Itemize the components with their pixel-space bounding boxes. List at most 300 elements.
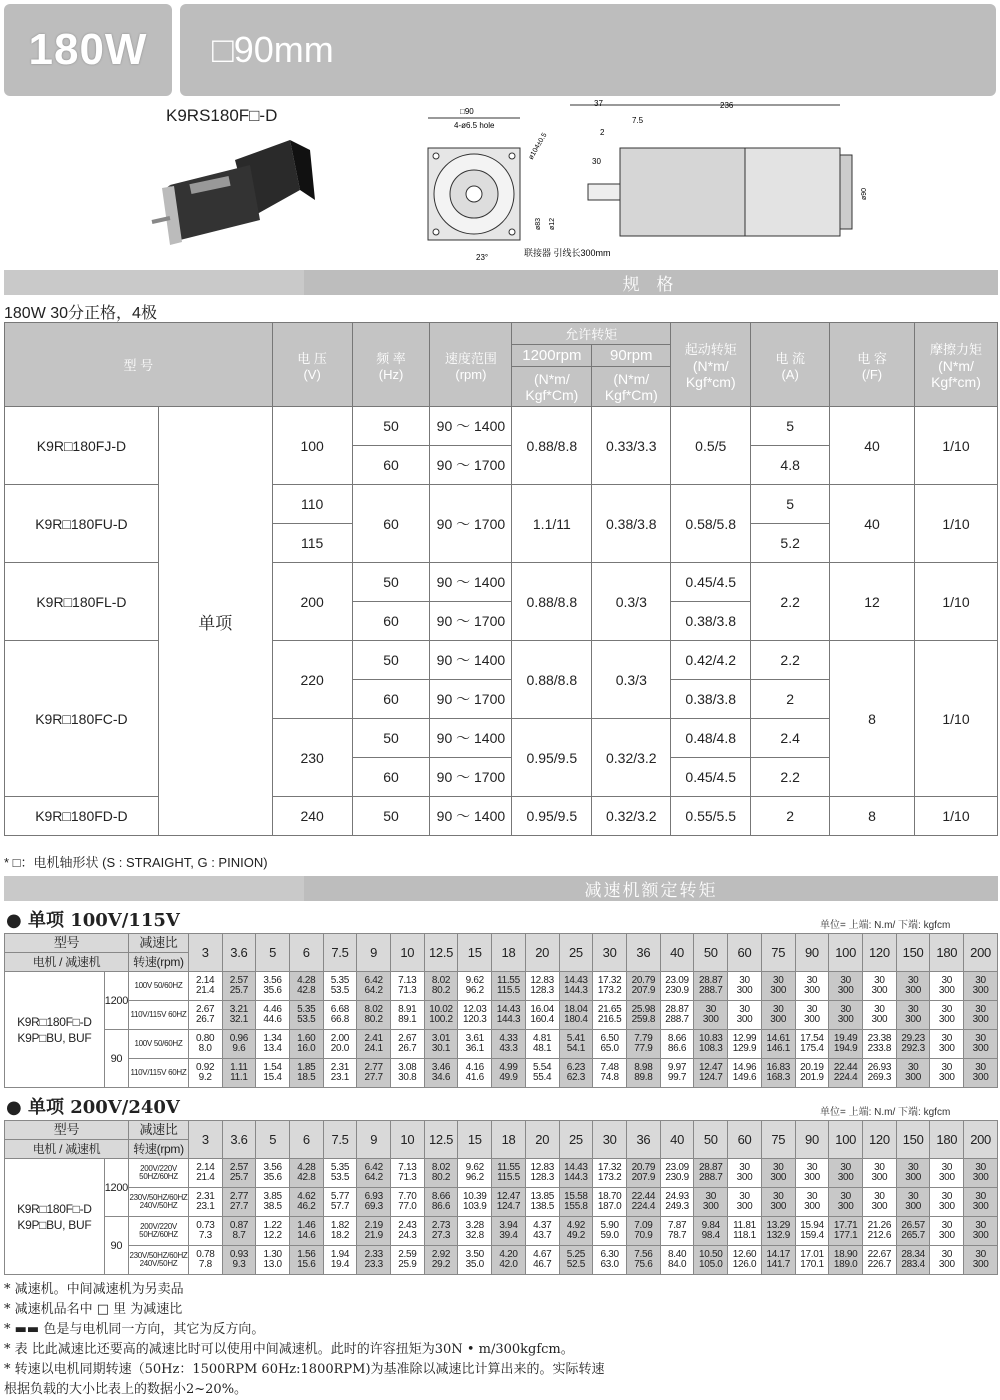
torque-cell (964, 1159, 998, 1188)
torque-kgf: 207.9 (631, 1172, 656, 1183)
fl-voltage: 200 (272, 563, 352, 641)
spec-table (4, 322, 998, 836)
t2-unit: 单位= 上端: N.m/ 下端: kgfcm (820, 1107, 951, 1118)
dim-236-label: 236 (720, 101, 734, 110)
torque-cell (492, 1159, 526, 1188)
fu-voltage2: 115 (272, 524, 352, 563)
torque-kgf: 15.6 (297, 1259, 316, 1270)
torque-cell (694, 1059, 728, 1088)
torque-nm: 30 (941, 975, 953, 986)
torque-cell (424, 1001, 458, 1030)
ratio-header: 9 (357, 1121, 391, 1159)
torque-nm: 30 (806, 975, 818, 986)
fl-friction: 1/10 (914, 563, 997, 641)
torque-nm: 30 (705, 1004, 717, 1015)
fc-t1200b: 0.95/9.5 (512, 719, 592, 797)
torque-cell (290, 1188, 324, 1217)
torque-cell (458, 1030, 492, 1059)
torque-kgf: 300 (804, 985, 820, 996)
fu-t90: 0.38/3.8 (592, 485, 671, 563)
torque-cell (829, 1059, 863, 1088)
torque-cell (458, 1159, 492, 1188)
torque-cell (626, 1059, 660, 1088)
torque-cell (559, 1159, 593, 1188)
torque-nm: 17.54 (800, 1033, 824, 1044)
torque-nm: 14.43 (564, 1162, 588, 1173)
ratio-header: 100 (829, 934, 863, 972)
torque-cell (492, 1030, 526, 1059)
torque-cell (626, 1001, 660, 1030)
torque-nm: 0.80 (196, 1033, 215, 1044)
torque-kgf: 187.0 (597, 1201, 622, 1212)
torque-cell (188, 972, 222, 1001)
torque-kgf: 38.5 (263, 1201, 282, 1212)
ratio-header: 6 (289, 934, 323, 972)
torque-nm: 8.40 (667, 1249, 687, 1260)
torque-kgf: 300 (736, 1201, 753, 1212)
torque-kgf: 30.1 (431, 1043, 451, 1054)
torque-kgf: 36.1 (465, 1043, 484, 1054)
torque-nm: 30 (907, 1191, 919, 1202)
torque-kgf: 300 (804, 1172, 820, 1183)
torque-cell (458, 1188, 492, 1217)
torque-kgf: 300 (871, 1014, 888, 1025)
torque-nm: 2.77 (364, 1062, 383, 1073)
torque-nm: 30 (975, 1191, 986, 1202)
fd-start: 0.55/5.5 (671, 797, 751, 836)
torque-kgf: 180.4 (564, 1014, 588, 1025)
torque-nm: 11.55 (497, 975, 520, 986)
torque-kgf: 29.2 (431, 1259, 451, 1270)
ratio-header: 18 (492, 934, 526, 972)
condition-cell: 230V/50HZ/60HZ 240V/50HZ (129, 1188, 189, 1217)
torque-nm: 30 (739, 1162, 750, 1173)
torque-kgf: 115.5 (497, 985, 520, 996)
ratio-header: 10 (391, 1121, 425, 1159)
torque-nm: 2.14 (196, 975, 215, 986)
fd-freq: 50 (352, 797, 430, 836)
ratio-header: 180 (930, 1121, 964, 1159)
torque-cell (761, 1159, 795, 1188)
torque-kgf: 19.4 (330, 1259, 350, 1270)
note-line: * 表 比此减速比还要高的减速比时可以使用中间减速机。此时的许容扭矩为30N • m/300kgfcm。 (4, 1342, 574, 1357)
ratio-header: 20 (525, 1121, 559, 1159)
torque-nm: 12.83 (530, 1162, 554, 1173)
torque-cell (222, 1001, 256, 1030)
ratio-header: 50 (694, 934, 728, 972)
torque-nm: 6.68 (330, 1004, 350, 1015)
torque-cell (964, 1188, 998, 1217)
torque-cell (424, 1217, 458, 1246)
torque-cell (863, 972, 897, 1001)
torque-cell (323, 1030, 357, 1059)
torque-cell (930, 1030, 964, 1059)
h-friction-unit: (N*m/ Kgf*cm) (931, 358, 981, 390)
torque-cell (694, 1001, 728, 1030)
torque-nm: 5.35 (297, 1004, 316, 1015)
torque-nm: 6.42 (364, 975, 383, 986)
note-line: 根据负载的大小比表上的数据小2~20%。 (4, 1382, 248, 1397)
ratio-header: 180 (930, 934, 964, 972)
torque-cell (896, 1059, 930, 1088)
torque-cell (357, 1217, 391, 1246)
torque-nm: 28.87 (699, 1162, 723, 1173)
torque-kgf: 57.7 (330, 1201, 350, 1212)
torque-kgf: 105.0 (699, 1259, 723, 1270)
torque-kgf: 74.8 (600, 1072, 619, 1083)
torque-kgf: 144.3 (564, 985, 588, 996)
torque-cell (222, 1159, 256, 1188)
torque-nm: 30 (907, 975, 919, 986)
fj-speed1: 90 ～ 1400 (430, 407, 512, 446)
torque-cell (189, 1217, 223, 1246)
torque-nm: 0.93 (229, 1249, 249, 1260)
torque-cell (896, 1246, 930, 1275)
torque-cell (559, 1246, 593, 1275)
spec-note: * □：电机轴形状 (S : STRAIGHT, G : PINION) (4, 855, 268, 870)
torque-cell (424, 1188, 458, 1217)
fd-current: 2 (751, 797, 830, 836)
torque-kgf: 300 (972, 1201, 989, 1212)
fl-freq1: 50 (352, 563, 430, 602)
torque-kgf: 144.3 (496, 1014, 521, 1025)
torque-cell (189, 1159, 223, 1188)
torque-kgf: 300 (804, 1014, 820, 1025)
torque-nm: 8.91 (398, 1004, 417, 1015)
torque-cell (896, 972, 930, 1001)
torque-nm: 4.81 (533, 1033, 552, 1044)
torque-kgf: 288.7 (665, 1014, 689, 1025)
torque-nm: 4.92 (566, 1220, 586, 1231)
torque-nm: 12.47 (496, 1191, 521, 1202)
torque-nm: 18.04 (564, 1004, 588, 1015)
ratio-header: 9 (357, 934, 391, 972)
torque-kgf: 23.1 (196, 1201, 215, 1212)
torque-cell (289, 972, 323, 1001)
h-cap-unit: (/F) (861, 366, 883, 382)
torque-cell (761, 972, 795, 1001)
torque-cell (424, 1246, 458, 1275)
torque-nm: 12.99 (732, 1033, 757, 1044)
torque-kgf: 21.4 (196, 1172, 215, 1183)
angle-label: 23° (476, 253, 489, 262)
torque-kgf: 300 (938, 1043, 955, 1054)
torque-cell (761, 1059, 795, 1088)
ratio-header: 25 (559, 934, 593, 972)
torque-kgf: 43.3 (499, 1043, 518, 1054)
torque-kgf: 128.3 (530, 985, 554, 996)
torque-kgf: 259.8 (631, 1014, 656, 1025)
torque-nm: 8.02 (364, 1004, 383, 1015)
torque-kgf: 75.6 (634, 1259, 653, 1270)
dim-7_5-label: 7.5 (632, 116, 644, 125)
torque-nm: 1.56 (297, 1249, 316, 1260)
fd-voltage: 240 (272, 797, 352, 836)
torque-cell (896, 1188, 930, 1217)
torque-kgf: 32.8 (465, 1230, 484, 1241)
torque-nm: 30 (975, 1062, 986, 1073)
torque-cell (829, 1188, 863, 1217)
torque-nm: 4.37 (533, 1220, 552, 1231)
torque-kgf: 49.2 (566, 1230, 586, 1241)
torque-cell (256, 972, 290, 1001)
torque-cell (660, 1001, 694, 1030)
torque-nm: 4.99 (499, 1062, 518, 1073)
torque-nm: 16.83 (766, 1062, 790, 1073)
torque-nm: 30 (739, 1004, 750, 1015)
torque-nm: 30 (874, 975, 885, 986)
torque-cell (357, 1059, 391, 1088)
torque-nm: 30 (840, 1004, 851, 1015)
torque-nm: 1.46 (297, 1220, 316, 1231)
torque-kgf: 71.3 (398, 985, 417, 996)
h-freq-unit: (Hz) (378, 366, 404, 382)
table-model-2: K9P□BU, BUF (17, 1030, 92, 1045)
ratio-header: 10 (390, 934, 424, 972)
torque-nm: 2.73 (431, 1220, 451, 1231)
torque-nm: 7.13 (398, 975, 417, 986)
torque-cell (863, 1001, 897, 1030)
fc-current4: 2.2 (751, 758, 830, 797)
torque-cell (728, 1059, 762, 1088)
torque-nm: 7.56 (634, 1249, 653, 1260)
torque-kgf: 118.1 (733, 1230, 756, 1241)
torque-cell (593, 1217, 627, 1246)
h-friction: 摩擦力矩 (929, 342, 982, 357)
torque-nm: 7.87 (667, 1220, 687, 1231)
fd-t1200: 0.95/9.5 (512, 797, 592, 836)
torque-cell (391, 1246, 425, 1275)
torque-cell (930, 1059, 964, 1088)
ratio-header: 36 (627, 1121, 661, 1159)
torque-kgf: 71.3 (398, 1172, 417, 1183)
dim-30-label: 30 (592, 157, 601, 166)
torque-cell (559, 972, 593, 1001)
fl-freq2: 60 (352, 602, 430, 641)
torque-nm: 2.59 (398, 1249, 417, 1260)
torque-kgf: 32.1 (229, 1014, 248, 1025)
torque-cell (188, 1059, 222, 1088)
torque-kgf: 98.4 (701, 1230, 720, 1241)
torque-nm: 21.65 (597, 1004, 622, 1015)
torque-cell (863, 1246, 897, 1275)
torque-nm: 10.50 (699, 1249, 723, 1260)
torque-cell (391, 1159, 425, 1188)
fu-current1: 5 (751, 485, 830, 524)
torque-cell (222, 972, 256, 1001)
torque-nm: 8.66 (667, 1033, 687, 1044)
torque-band (4, 876, 998, 901)
torque-kgf: 115.5 (497, 1172, 520, 1183)
power-badge: 180W (4, 4, 172, 96)
torque-nm: 30 (772, 1191, 784, 1202)
ratio-header: 30 (593, 1121, 627, 1159)
torque-cell (525, 1030, 559, 1059)
torque-cell (593, 1059, 627, 1088)
ratio-header: 7.5 (323, 1121, 357, 1159)
torque-nm: 22.67 (867, 1249, 892, 1260)
torque-nm: 1.94 (330, 1249, 350, 1260)
h-unit-1200: (N*m/ Kgf*Cm) (512, 367, 592, 407)
size-badge: □90mm (180, 4, 996, 96)
torque-kgf: 77.9 (634, 1043, 653, 1054)
torque-cell (525, 1159, 559, 1188)
h-allow: 允许转矩 (512, 323, 671, 345)
table-model-2: K9P□BU, BUF (17, 1217, 92, 1232)
torque-cell (222, 1030, 256, 1059)
torque-nm: 5.54 (533, 1062, 552, 1073)
notes (4, 1280, 605, 1400)
torque-nm: 3.61 (465, 1033, 484, 1044)
torque-kgf: 300 (938, 1259, 955, 1270)
torque-nm: 6.93 (364, 1191, 383, 1202)
torque-cell (492, 1001, 526, 1030)
torque-kgf: 21.4 (196, 985, 215, 996)
torque-kgf: 100.2 (429, 1014, 453, 1025)
torque-nm: 22.44 (833, 1062, 858, 1073)
torque-kgf: 13.0 (263, 1259, 282, 1270)
fc-start1: 0.42/4.2 (671, 641, 751, 680)
table-model-1: K9R□180F□-D (17, 1014, 92, 1029)
torque-cell (323, 1246, 357, 1275)
torque-nm: 10.83 (699, 1033, 723, 1044)
torque-nm: 30 (874, 1191, 885, 1202)
ratio-header: 150 (896, 934, 930, 972)
torque-cell (728, 1188, 762, 1217)
torque-cell (492, 1059, 526, 1088)
fc-cap: 8 (830, 641, 915, 797)
torque-cell (458, 972, 492, 1001)
torque-cell (222, 1246, 256, 1275)
fu-start: 0.58/5.8 (671, 485, 751, 563)
torque-nm: 15.58 (564, 1191, 588, 1202)
torque-kgf: 42.8 (297, 985, 316, 996)
torque-nm: 2.57 (229, 975, 248, 986)
fc-speed2: 90 ～ 1700 (430, 680, 512, 719)
torque-cell (930, 1159, 964, 1188)
torque-table-2 (4, 1120, 998, 1275)
torque-cell (290, 1159, 324, 1188)
torque-nm: 3.08 (398, 1062, 417, 1073)
torque-nm: 30 (941, 1220, 953, 1231)
torque-kgf: 300 (972, 985, 989, 996)
hole-label: 4-ø6.5 hole (454, 121, 495, 130)
torque-nm: 2.77 (229, 1191, 249, 1202)
torque-nm: 14.61 (766, 1033, 790, 1044)
rpm-90: 90 (104, 1217, 128, 1275)
ratio-header: 40 (660, 934, 694, 972)
torque-cell (559, 1188, 593, 1217)
torque-cell (424, 1030, 458, 1059)
h-freq: 频 率 (376, 350, 406, 366)
d104-label: ø104±0.5 (527, 131, 549, 161)
torque-nm: 4.28 (297, 1162, 316, 1173)
h-speed-unit: (rpm) (455, 366, 487, 382)
torque-kgf: 300 (905, 1172, 922, 1183)
torque-kgf: 41.6 (465, 1072, 484, 1083)
fu-friction: 1/10 (914, 485, 997, 563)
torque-kgf: 292.3 (901, 1043, 925, 1054)
fj-t1200: 0.88/8.8 (512, 407, 592, 485)
torque-nm: 0.92 (196, 1062, 215, 1073)
torque-cell (390, 1059, 424, 1088)
torque-nm: 0.96 (229, 1033, 248, 1044)
torque-nm: 1.85 (297, 1062, 316, 1073)
fc-start2: 0.38/3.8 (671, 680, 751, 719)
torque-kgf: 20.0 (330, 1043, 350, 1054)
fc-voltage2: 230 (272, 719, 352, 797)
torque-kgf: 120.3 (462, 1014, 487, 1025)
torque-nm: 19.49 (833, 1033, 858, 1044)
h-unit-90: (N*m/ Kgf*Cm) (592, 367, 671, 407)
ratio-header: 75 (761, 1121, 795, 1159)
fc-t1200a: 0.88/8.8 (512, 641, 592, 719)
torque-nm: 6.50 (600, 1033, 619, 1044)
torque-kgf: 16.0 (297, 1043, 316, 1054)
torque-kgf: 249.3 (665, 1201, 689, 1212)
torque-nm: 1.34 (263, 1033, 282, 1044)
torque-kgf: 63.0 (600, 1259, 619, 1270)
h-ratio: 减速比 (129, 1121, 189, 1140)
torque-cell (256, 1159, 290, 1188)
torque-nm: 1.60 (297, 1033, 316, 1044)
ratio-header: 25 (559, 1121, 593, 1159)
condition-cell: 100V 50/60HZ (129, 1030, 189, 1059)
torque-cell (660, 1159, 694, 1188)
torque-kgf: 300 (972, 1014, 989, 1025)
torque-cell (424, 972, 458, 1001)
torque-cell (795, 1030, 829, 1059)
torque-nm: 8.02 (431, 1162, 451, 1173)
torque-kgf: 69.3 (364, 1201, 383, 1212)
spec-title: 规 格 (304, 270, 998, 295)
torque-nm: 30 (907, 1062, 919, 1073)
torque-cell (559, 1217, 593, 1246)
torque-nm: 0.87 (229, 1220, 249, 1231)
note-line: * 转速以电机同期转速（50Hz：1500RPM 60Hz:1800RPM)为基准除以减速比计算出来的。实际转速 (4, 1362, 605, 1377)
torque-cell (829, 972, 863, 1001)
torque-cell (896, 1217, 930, 1246)
torque-kgf: 46.7 (533, 1259, 552, 1270)
torque-nm: 9.62 (465, 975, 484, 986)
torque-kgf: 103.9 (463, 1201, 487, 1212)
torque-nm: 17.32 (597, 975, 622, 986)
torque-kgf: 224.4 (631, 1201, 656, 1212)
torque-kgf: 78.7 (667, 1230, 687, 1241)
torque-cell (290, 1246, 324, 1275)
torque-kgf: 300 (770, 1014, 787, 1025)
torque-cell (829, 1030, 863, 1059)
torque-nm: 6.42 (364, 1162, 383, 1173)
torque-cell (256, 1217, 290, 1246)
torque-nm: 4.46 (263, 1004, 282, 1015)
torque-nm: 1.54 (263, 1062, 282, 1073)
torque-nm: 9.62 (465, 1162, 484, 1173)
torque-cell (525, 1246, 559, 1275)
torque-kgf: 300 (871, 985, 888, 996)
fu-voltage1: 110 (272, 485, 352, 524)
fl-start2: 0.38/3.8 (671, 602, 751, 641)
torque-cell (593, 1188, 627, 1217)
torque-nm: 2.57 (229, 1162, 249, 1173)
torque-kgf: 13.4 (263, 1043, 282, 1054)
fl-speed1: 90 ～ 1400 (430, 563, 512, 602)
torque-nm: 7.70 (398, 1191, 417, 1202)
torque-cell (559, 1001, 593, 1030)
torque-cell (694, 1217, 728, 1246)
torque-kgf: 65.0 (600, 1043, 619, 1054)
torque-cell (660, 1059, 694, 1088)
